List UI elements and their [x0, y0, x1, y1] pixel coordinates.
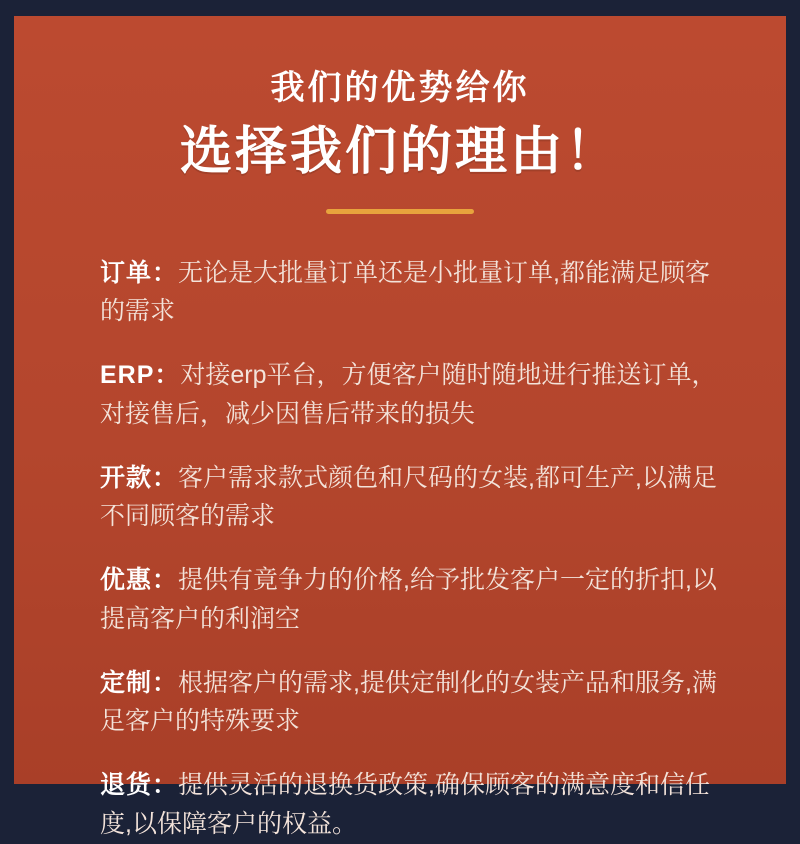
list-item-label: ERP：	[100, 361, 181, 390]
list-item-text: 对接erp平台，方便客户随时随地进行推送订单，对接售后，减少因售后带来的损失	[100, 361, 717, 428]
poster-header	[70, 68, 730, 214]
list-item	[100, 561, 726, 639]
list-item-label: 开款：	[100, 463, 179, 492]
list-item-label: 优惠：	[100, 566, 179, 595]
poster-subtitle: 我们的优势给你	[270, 69, 530, 107]
list-item	[100, 254, 726, 332]
list-item-text: 提供有竟争力的价格,给予批发客户一定的折扣,以提高客户的利润空	[100, 566, 717, 633]
list-item-text: 客户需求款式颜色和尺码的女装,都可生产,以满足不同顾客的需求	[100, 463, 717, 531]
list-item	[100, 664, 726, 742]
list-item	[100, 356, 726, 434]
advantage-list	[70, 254, 730, 844]
list-item-label: 订单：	[100, 258, 179, 287]
list-item	[100, 459, 726, 537]
list-item-text: 根据客户的需求,提供定制化的女装产品和服务,满足客户的特殊要求	[100, 668, 717, 736]
list-item-label: 定制：	[100, 668, 179, 697]
list-item	[100, 766, 726, 844]
list-item-text: 无论是大批量订单还是小批量订单,都能满足顾客的需求	[100, 258, 710, 326]
poster-card	[14, 16, 786, 838]
page-title: 选择我们的理由！	[179, 122, 620, 181]
list-item-label: 退货：	[100, 771, 179, 800]
list-item-text: 提供灵活的退换货政策,确保顾客的满意度和信任度,以保障客户的权益。	[100, 771, 710, 838]
title-divider	[326, 209, 474, 214]
